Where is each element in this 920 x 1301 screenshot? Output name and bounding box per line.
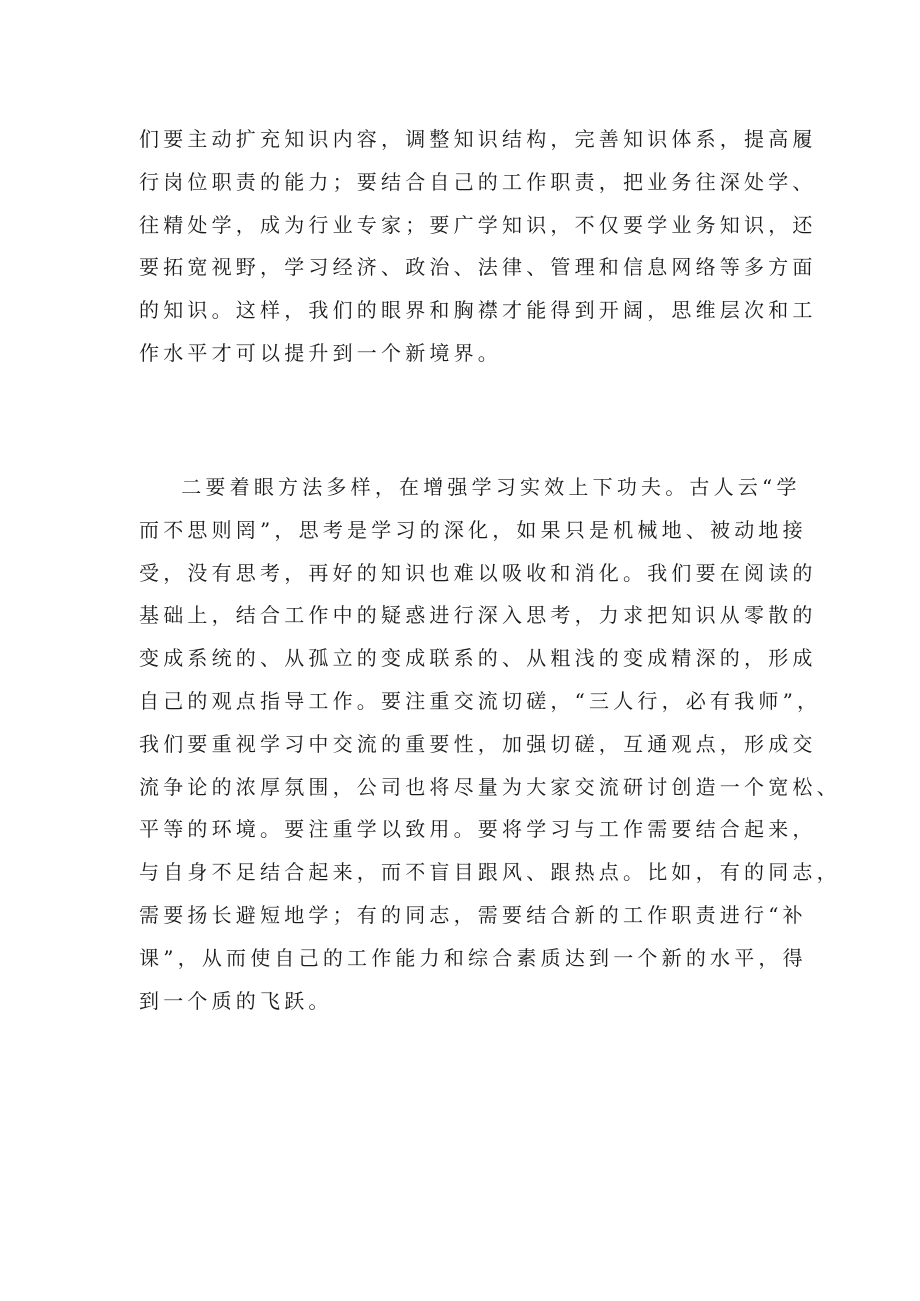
paragraph-line: 需要扬长避短地学；有的同志，需要结合新的工作职责进行“补 [139, 902, 807, 927]
paragraph-2 [139, 466, 841, 1022]
paragraph-line: 基础上，结合工作中的疑惑进行深入思考，力求把知识从零散的 [139, 603, 817, 628]
paragraph-line: 自己的观点指导工作。要注重交流切磋，“三人行，必有我师”， [139, 688, 822, 713]
paragraph-line: 作水平才可以提升到一个新境界。 [139, 340, 502, 365]
paragraph-line: 而不思则罔”，思考是学习的深化，如果只是机械地、被动地接 [139, 517, 807, 542]
paragraph-line: 到一个质的飞跃。 [139, 988, 333, 1013]
paragraph-line: 要拓宽视野，学习经济、政治、法律、管理和信息网络等多方面 [139, 255, 817, 280]
paragraph-line: 们要主动扩充知识内容，调整知识结构，完善知识体系，提高履 [139, 127, 817, 151]
paragraph-line: 流争论的浓厚氛围，公司也将尽量为大家交流研讨创造一个宽松、 [139, 774, 841, 799]
paragraph-line: 与自身不足结合起来，而不盲目跟风、跟热点。比如，有的同志， [139, 860, 841, 885]
paragraph-line: 往精处学，成为行业专家；要广学知识，不仅要学业务知识，还 [139, 212, 817, 237]
paragraph-line: 的知识。这样，我们的眼界和胸襟才能得到开阔，思维层次和工 [139, 298, 817, 323]
paragraph-line: 变成系统的、从孤立的变成联系的、从粗浅的变成精深的，形成 [139, 646, 817, 671]
paragraph-line: 平等的环境。要注重学以致用。要将学习与工作需要结合起来， [139, 817, 817, 842]
paragraph-line: 我们要重视学习中交流的重要性，加强切磋，互通观点，形成交 [139, 731, 817, 756]
paragraph-1 [139, 118, 817, 375]
paragraph-line: 行岗位职责的能力；要结合自己的工作职责，把业务往深处学、 [139, 169, 817, 194]
paragraph-line: 受，没有思考，再好的知识也难以吸收和消化。我们要在阅读的 [139, 560, 817, 585]
paragraph-line: 二要着眼方法多样，在增强学习实效上下功夫。古人云“学 [139, 475, 801, 499]
paragraph-line: 课”，从而使自己的工作能力和综合素质达到一个新的水平，得 [139, 945, 807, 970]
